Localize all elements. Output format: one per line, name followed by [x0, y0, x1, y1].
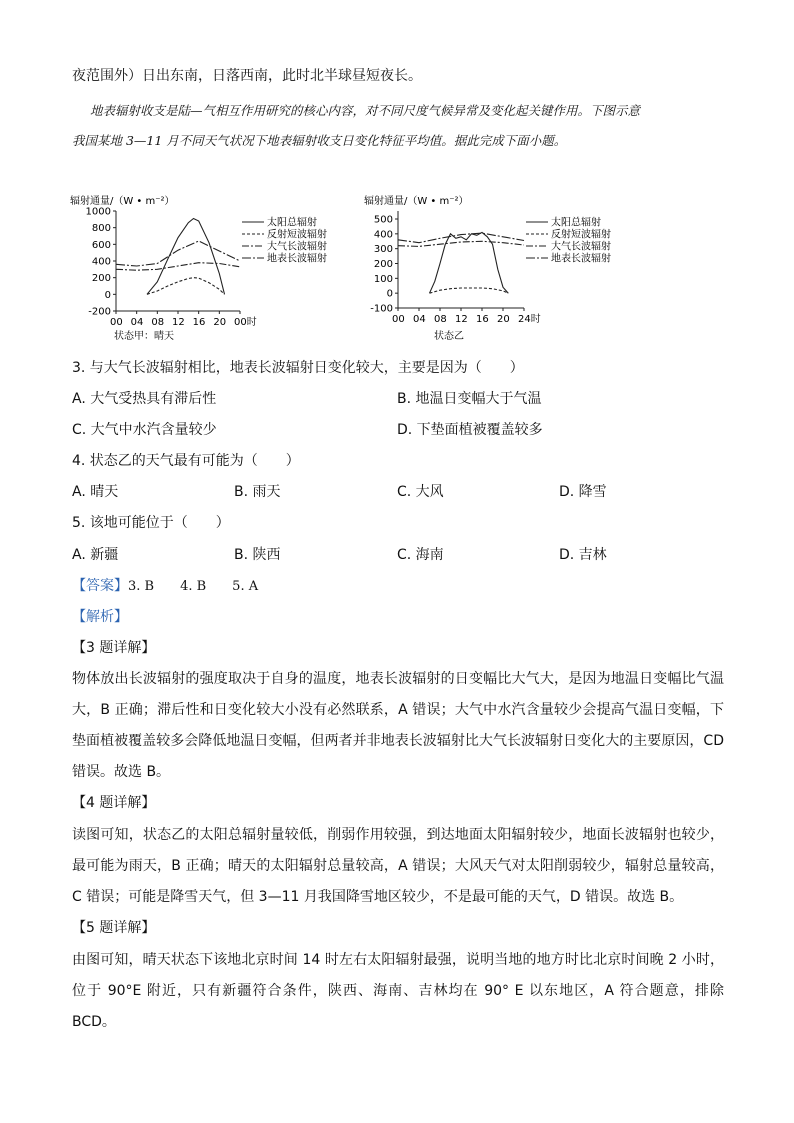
right-xtick-label: 04	[413, 314, 426, 325]
right-ytick-label: 0	[386, 288, 393, 300]
d3-title: 【3 题详解】	[72, 640, 156, 656]
left-ytick-label: 400	[91, 256, 111, 268]
intro-line-1: 地表辐射收支是陆—气相互作用研究的核心内容，对不同尺度气候异常及变化起关键作用。下图示意	[90, 103, 641, 118]
top-line: 夜范围外）日出东南，日落西南，此时北半球昼短夜长。	[72, 68, 422, 84]
right-series-reflected-shortwave	[430, 288, 509, 293]
left-ytick-label: -200	[88, 306, 111, 318]
chart-right-ylabel: 辐射通量/（W • m⁻²）	[364, 196, 469, 207]
q3-option-a: A. 大气受热具有滞后性	[72, 391, 217, 407]
left-ytick-label: 800	[91, 223, 111, 235]
analysis-tag: 【解析】	[72, 609, 128, 625]
left-xtick-label: 04	[130, 317, 144, 328]
q5-stem: 5. 该地可能位于（ ）	[72, 515, 230, 531]
right-legend-label-solar-total: 太阳总辐射	[551, 217, 601, 229]
right-series-surface-longwave	[398, 233, 524, 243]
left-xtick-label: 00时	[234, 317, 257, 328]
right-xtick-label: 12	[455, 314, 468, 325]
left-xtick-label: 00	[110, 317, 123, 328]
left-legend-label-solar-total: 太阳总辐射	[267, 217, 317, 229]
chart-left	[68, 188, 368, 348]
q4-option-b: B. 雨天	[234, 484, 281, 500]
answer-tag: 【答案】	[72, 578, 128, 594]
left-ytick-label: 600	[91, 239, 111, 251]
left-xtick-label: 08	[151, 317, 165, 328]
left-xtick-label: 20	[213, 317, 227, 328]
q3-option-d: D. 下垫面植被覆盖较多	[397, 422, 543, 438]
q5-option-b: B. 陕西	[234, 547, 281, 563]
left-series-solar-total	[147, 219, 225, 295]
chart-left-title: 状态甲：晴天	[114, 331, 174, 342]
left-legend-label-reflected-shortwave: 反射短波辐射	[267, 229, 327, 241]
left-ytick-label: 200	[91, 273, 111, 285]
chart-right	[360, 188, 660, 348]
right-xtick-label: 16	[476, 314, 489, 325]
chart-left-ylabel: 辐射通量/（W • m⁻²）	[70, 196, 175, 207]
right-ytick-label: 500	[373, 214, 393, 226]
left-ytick-label: 0	[104, 289, 111, 301]
d4-title: 【4 题详解】	[72, 795, 156, 811]
right-ytick-label: 200	[373, 259, 393, 270]
left-legend-label-surface-longwave: 地表长波辐射	[267, 253, 327, 265]
chart-right-title: 状态乙	[434, 331, 464, 342]
right-ytick-label: 100	[373, 273, 393, 285]
right-legend-label-surface-longwave: 地表长波辐射	[551, 253, 611, 265]
right-ytick-label: 300	[373, 244, 393, 256]
d3-text: 物体放出长波辐射的强度取决于自身的温度，地表长波辐射的日变幅比大气大，是因为地温日变幅比气温大，B 正确；滞后性和日变化较大小没有必然联系，A 错误；大气中水汽含量较少会提高气温日变幅，下垫面植被覆盖较多会降低地温日变幅，但两者并非地表长波辐射比大气长波辐射日变化大的主要原因，CD 错误。故选 B。	[72, 671, 724, 780]
q4-stem: 4. 状态乙的天气最有可能为（ ）	[72, 453, 300, 469]
q3-option-c: C. 大气中水汽含量较少	[72, 422, 217, 438]
left-series-atmos-longwave	[116, 263, 240, 271]
right-xtick-label: 00	[392, 314, 405, 325]
d5-text: 由图可知，晴天状态下该地北京时间 14 时左右太阳辐射最强，说明当地的地方时比北京时间晚 2 小时，位于 90°E 附近，只有新疆符合条件，陕西、海南、吉林均在 90° E 以东地区，A 符合题意，排除 BCD。	[72, 952, 724, 1030]
right-ytick-label: -100	[370, 303, 393, 315]
intro-line-2: 我国某地 3—11 月不同天气状况下地表辐射收支日变化特征平均值。据此完成下面小题。	[72, 133, 567, 148]
left-ytick-label: 1000	[85, 206, 111, 218]
q4-option-c: C. 大风	[397, 484, 444, 500]
q5-option-d: D. 吉林	[559, 547, 607, 563]
left-xtick-label: 12	[172, 317, 185, 328]
d5-title: 【5 题详解】	[72, 920, 156, 936]
q5-option-c: C. 海南	[397, 547, 444, 563]
left-series-surface-longwave	[116, 241, 240, 266]
right-xtick-label: 24时	[518, 314, 541, 325]
q3-stem: 3. 与大气长波辐射相比，地表长波辐射日变化较大，主要是因为（ ）	[72, 360, 524, 376]
right-legend-label-atmos-longwave: 大气长波辐射	[551, 241, 611, 253]
answer-line	[72, 576, 258, 597]
q5-option-a: A. 新疆	[72, 547, 119, 563]
answer-values: 3. B 4. B 5. A	[128, 579, 259, 594]
d4-text: 读图可知，状态乙的太阳总辐射量较低，削弱作用较强，到达地面太阳辐射较少，地面长波辐射也较少，最可能为雨天，B 正确；晴天的太阳辐射总量较高，A 错误；大风天气对太阳削弱较少，辐射总量较高，C 错误；可能是降雪天气，但 3—11 月我国降雪地区较少，不是最可能的天气，D 错误。故选 B。	[72, 827, 724, 905]
q4-option-a: A. 晴天	[72, 484, 119, 500]
q4-option-d: D. 降雪	[559, 484, 607, 500]
left-legend-label-atmos-longwave: 大气长波辐射	[267, 241, 327, 253]
q3-option-b: B. 地温日变幅大于气温	[397, 391, 542, 407]
right-xtick-label: 08	[434, 314, 447, 325]
right-xtick-label: 20	[497, 314, 510, 325]
left-xtick-label: 16	[192, 317, 206, 328]
right-legend-label-reflected-shortwave: 反射短波辐射	[551, 229, 611, 241]
right-ytick-label: 400	[373, 229, 393, 241]
